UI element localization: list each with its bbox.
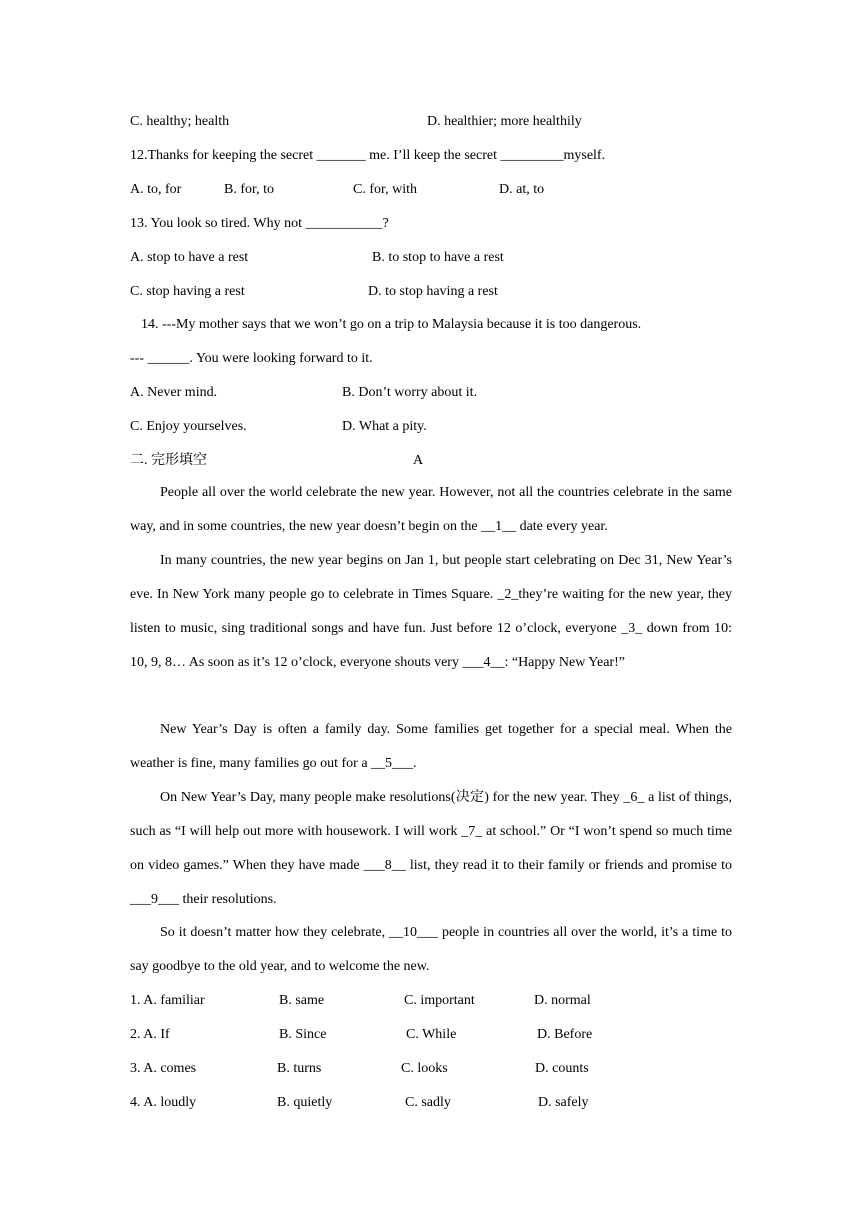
q14-option-a: A. Never mind. xyxy=(130,385,218,400)
q14-option-c: C. Enjoy yourselves. xyxy=(130,419,247,434)
cloze-2-option-c: C. While xyxy=(406,1027,457,1042)
q11-option-d: D. healthier; more healthily xyxy=(427,114,582,129)
cloze-3-option-a: 3. A. comes xyxy=(130,1061,197,1076)
passage-paragraph-5: So it doesn’t matter how they celebrate, __10___ people in countries all over the world, it’s a time to say goodbye to the old year, and to welcome the new. xyxy=(130,925,732,974)
q12-option-c: C. for, with xyxy=(353,182,417,197)
cloze-1-option-d: D. normal xyxy=(534,993,591,1008)
q13-stem: 13. You look so tired. Why not ___________? xyxy=(130,216,389,231)
q13-option-b: B. to stop to have a rest xyxy=(372,250,504,265)
cloze-4-option-d: D. safely xyxy=(538,1095,589,1110)
cloze-2-option-d: D. Before xyxy=(537,1027,593,1042)
q13-option-d: D. to stop having a rest xyxy=(368,284,498,299)
cloze-1-option-a: 1. A. familiar xyxy=(130,993,205,1008)
cloze-3-option-b: B. turns xyxy=(277,1061,322,1076)
q12-stem: 12.Thanks for keeping the secret _______ me. I’ll keep the secret _________myself. xyxy=(130,148,606,163)
q12-option-a: A. to, for xyxy=(130,182,182,197)
q14-option-b: B. Don’t worry about it. xyxy=(342,385,478,400)
cloze-1-option-c: C. important xyxy=(404,993,475,1008)
passage-paragraph-3: New Year’s Day is often a family day. Some families get together for a special meal. When the weather is fine, many families go out for a __5___. xyxy=(130,722,732,771)
cloze-4-option-a: 4. A. loudly xyxy=(130,1095,197,1110)
q14-option-d: D. What a pity. xyxy=(342,419,427,434)
section-heading: 二. 完形填空 xyxy=(130,453,207,468)
cloze-3-option-d: D. counts xyxy=(535,1061,589,1076)
cloze-2-option-b: B. Since xyxy=(279,1027,327,1042)
section-part-label: A xyxy=(413,453,424,468)
cloze-4-option-c: C. sadly xyxy=(405,1095,451,1110)
q14-reply: --- ______. You were looking forward to it. xyxy=(130,351,373,366)
q12-option-d: D. at, to xyxy=(499,182,545,197)
q11-option-c: C. healthy; health xyxy=(130,114,230,129)
passage-paragraph-4: On New Year’s Day, many people make resolutions(决定) for the new year. They _6_ a list of things, such as “I will help out more with housework. I will work _7_ at school.” Or “I won’t spend so much time on video games.” When they have made ___8__ list, they read it to their family or friends and promise to ___9___ their resolutions. xyxy=(130,790,732,907)
q13-option-a: A. stop to have a rest xyxy=(130,250,249,265)
passage-paragraph-1: People all over the world celebrate the new year. However, not all the countries celebrate in the same way, and in some countries, the new year doesn’t begin on the __1__ date every year. xyxy=(130,485,732,534)
cloze-2-option-a: 2. A. If xyxy=(130,1027,170,1042)
cloze-1-option-b: B. same xyxy=(279,993,325,1008)
cloze-3-option-c: C. looks xyxy=(401,1061,448,1076)
q14-stem: 14. ---My mother says that we won’t go on a trip to Malaysia because it is too dangerous. xyxy=(141,317,642,332)
q13-option-c: C. stop having a rest xyxy=(130,284,245,299)
passage-paragraph-2: In many countries, the new year begins on Jan 1, but people start celebrating on Dec 31, New Year’s eve. In New York many people go to celebrate in Times Square. _2_they’re waiting for the new year, they listen to music, sing traditional songs and have fun. Just before 12 o’clock, everyone _3_ down from 10: 10, 9, 8… As soon as it’s 12 o’clock, everyone shouts very ___4__: “Happy New Year!” xyxy=(130,553,732,670)
q12-option-b: B. for, to xyxy=(224,182,274,197)
cloze-4-option-b: B. quietly xyxy=(277,1095,333,1110)
